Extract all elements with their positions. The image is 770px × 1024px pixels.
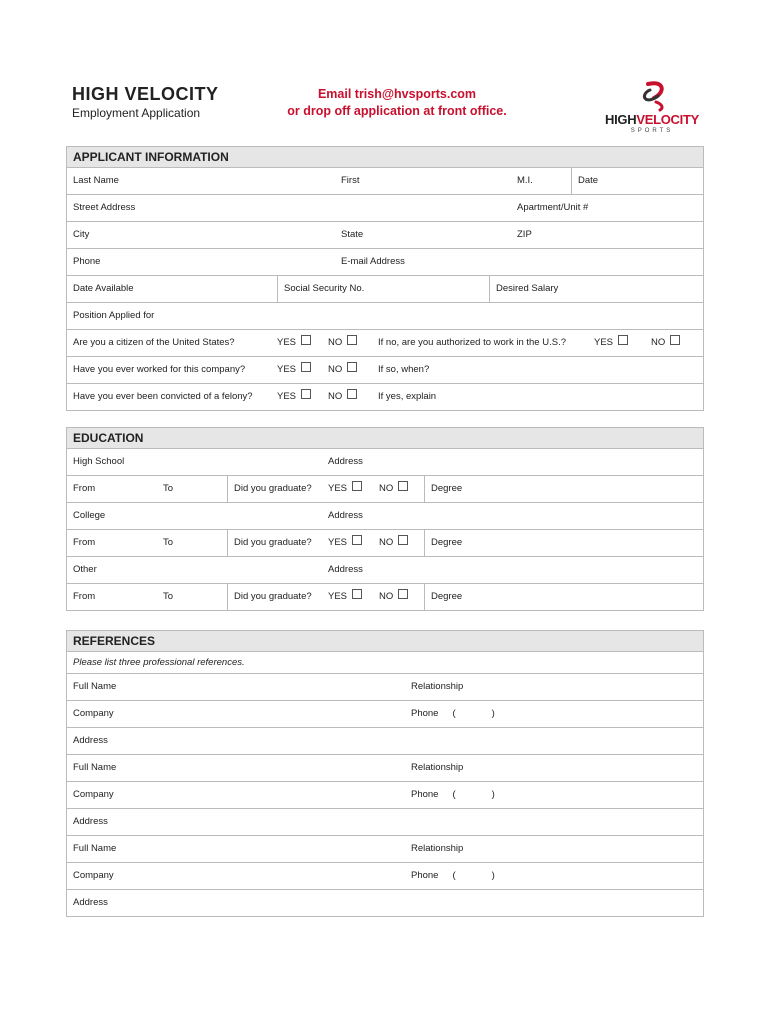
felony-row [67, 384, 703, 411]
other-yes[interactable]: YES [322, 584, 374, 610]
checkbox[interactable] [618, 335, 628, 345]
high-school-field[interactable]: High School [73, 456, 125, 467]
checkbox[interactable] [352, 481, 362, 491]
city-row [67, 222, 703, 249]
ref3-company-row [67, 863, 703, 890]
ssn-field[interactable]: Social Security No. [277, 276, 490, 302]
other-school-field[interactable]: Other [73, 564, 97, 575]
email-line: Email trish@hvsports.com [317, 87, 477, 101]
college-from-field[interactable]: From [73, 537, 96, 548]
citizen-no[interactable]: NO [322, 330, 376, 356]
other-degree-field[interactable]: Degree [424, 584, 703, 610]
ref1-address-row [67, 728, 703, 755]
street-row [67, 195, 703, 222]
other-to-field[interactable]: To [163, 591, 174, 602]
dropoff-line: or drop off application at front office. [287, 104, 507, 118]
citizen-row [67, 330, 703, 357]
college-dates-row [67, 530, 703, 557]
checkbox[interactable] [301, 335, 311, 345]
desired-salary-field[interactable]: Desired Salary [489, 276, 703, 302]
ref2-relationship-field[interactable]: Relationship [411, 762, 464, 773]
hs-no[interactable]: NO [373, 476, 425, 502]
other-dates-row [67, 584, 703, 611]
state-field[interactable]: State [341, 229, 364, 240]
page-subtitle: Employment Application [72, 106, 201, 120]
page-title: HIGH VELOCITY [72, 84, 219, 104]
phone-field[interactable]: Phone [73, 256, 101, 267]
logo-wordmark: HIGHVELOCITY [605, 112, 699, 127]
zip-field[interactable]: ZIP [517, 229, 532, 240]
college-address-field[interactable]: Address [328, 510, 363, 521]
ref2-name-row [67, 755, 703, 782]
ref1-company-row [67, 701, 703, 728]
availability-row [67, 276, 703, 303]
applicant-heading: APPLICANT INFORMATION [67, 147, 703, 168]
position-field[interactable]: Position Applied for [73, 310, 155, 321]
checkbox[interactable] [352, 589, 362, 599]
ref1-phone-field[interactable]: Phone ( ) [411, 708, 495, 719]
college-degree-field[interactable]: Degree [424, 530, 703, 556]
high-school-row [67, 449, 703, 476]
ref3-address-field[interactable]: Address [73, 897, 108, 908]
date-field[interactable]: Date [571, 168, 703, 194]
ref1-address-field[interactable]: Address [73, 735, 108, 746]
high-school-address-field[interactable]: Address [328, 456, 363, 467]
references-heading: REFERENCES [67, 631, 703, 652]
college-row [67, 503, 703, 530]
references-section [66, 630, 704, 917]
ref3-name-row [67, 836, 703, 863]
position-row [67, 303, 703, 330]
checkbox[interactable] [352, 535, 362, 545]
other-address-field[interactable]: Address [328, 564, 363, 575]
references-note-row [67, 652, 703, 674]
ref1-full-name-field[interactable]: Full Name [73, 681, 117, 692]
ref1-relationship-field[interactable]: Relationship [411, 681, 464, 692]
ref3-phone-field[interactable]: Phone ( ) [411, 870, 495, 881]
hs-from-field[interactable]: From [73, 483, 96, 494]
ref2-address-row [67, 809, 703, 836]
hs-to-field[interactable]: To [163, 483, 174, 494]
worked-yes[interactable]: YES [271, 357, 325, 383]
checkbox[interactable] [301, 362, 311, 372]
felony-question: Have you ever been convicted of a felony? [73, 391, 253, 402]
authorized-question: If no, are you authorized to work in the U.S.? [378, 337, 566, 348]
college-yes[interactable]: YES [322, 530, 374, 556]
ref3-company-field[interactable]: Company [73, 870, 114, 881]
hs-graduate-question: Did you graduate? [227, 476, 326, 502]
checkbox[interactable] [347, 362, 357, 372]
other-no[interactable]: NO [373, 584, 425, 610]
checkbox[interactable] [670, 335, 680, 345]
education-heading: EDUCATION [67, 428, 703, 449]
ref3-address-row [67, 890, 703, 917]
ref2-phone-field[interactable]: Phone ( ) [411, 789, 495, 800]
checkbox[interactable] [347, 335, 357, 345]
high-school-dates-row [67, 476, 703, 503]
checkbox[interactable] [398, 589, 408, 599]
ref2-company-row [67, 782, 703, 809]
ref3-relationship-field[interactable]: Relationship [411, 843, 464, 854]
checkbox[interactable] [301, 389, 311, 399]
felony-no[interactable]: NO [322, 384, 376, 410]
other-graduate-question: Did you graduate? [227, 584, 326, 610]
name-row [67, 168, 703, 195]
hs-degree-field[interactable]: Degree [424, 476, 703, 502]
worked-row [67, 357, 703, 384]
other-row [67, 557, 703, 584]
email-field[interactable]: E-mail Address [341, 256, 405, 267]
ref1-name-row [67, 674, 703, 701]
company-logo [604, 78, 700, 136]
last-name-field[interactable]: Last Name [73, 175, 119, 186]
citizen-yes[interactable]: YES [271, 330, 325, 356]
checkbox[interactable] [398, 535, 408, 545]
date-available-field[interactable]: Date Available [73, 283, 134, 294]
city-field[interactable]: City [73, 229, 90, 240]
worked-question: Have you ever worked for this company? [73, 364, 246, 375]
college-no[interactable]: NO [373, 530, 425, 556]
citizen-question: Are you a citizen of the United States? [73, 337, 235, 348]
mi-field[interactable]: M.I. [517, 175, 533, 186]
submission-instructions [280, 86, 514, 120]
checkbox[interactable] [347, 389, 357, 399]
worked-no[interactable]: NO [322, 357, 376, 383]
hs-yes[interactable]: YES [322, 476, 374, 502]
other-from-field[interactable]: From [73, 591, 96, 602]
authorized-yes[interactable]: YES [588, 330, 644, 356]
ref2-full-name-field[interactable]: Full Name [73, 762, 117, 773]
first-name-field[interactable]: First [341, 175, 360, 186]
swoosh-icon [604, 78, 700, 114]
explain-field[interactable]: If yes, explain [378, 391, 437, 402]
authorized-no[interactable]: NO [645, 330, 701, 356]
college-field[interactable]: College [73, 510, 106, 521]
checkbox[interactable] [398, 481, 408, 491]
applicant-section [66, 146, 704, 411]
education-section [66, 427, 704, 611]
apartment-field[interactable]: Apartment/Unit # [517, 202, 589, 213]
street-address-field[interactable]: Street Address [73, 202, 136, 213]
felony-yes[interactable]: YES [271, 384, 325, 410]
ref1-company-field[interactable]: Company [73, 708, 114, 719]
logo-tagline: SPORTS [630, 128, 674, 134]
phone-row [67, 249, 703, 276]
college-graduate-question: Did you graduate? [227, 530, 326, 556]
college-to-field[interactable]: To [163, 537, 174, 548]
when-field[interactable]: If so, when? [378, 364, 430, 375]
ref3-full-name-field[interactable]: Full Name [73, 843, 117, 854]
ref2-company-field[interactable]: Company [73, 789, 114, 800]
ref2-address-field[interactable]: Address [73, 816, 108, 827]
references-note: Please list three professional references. [73, 657, 245, 668]
